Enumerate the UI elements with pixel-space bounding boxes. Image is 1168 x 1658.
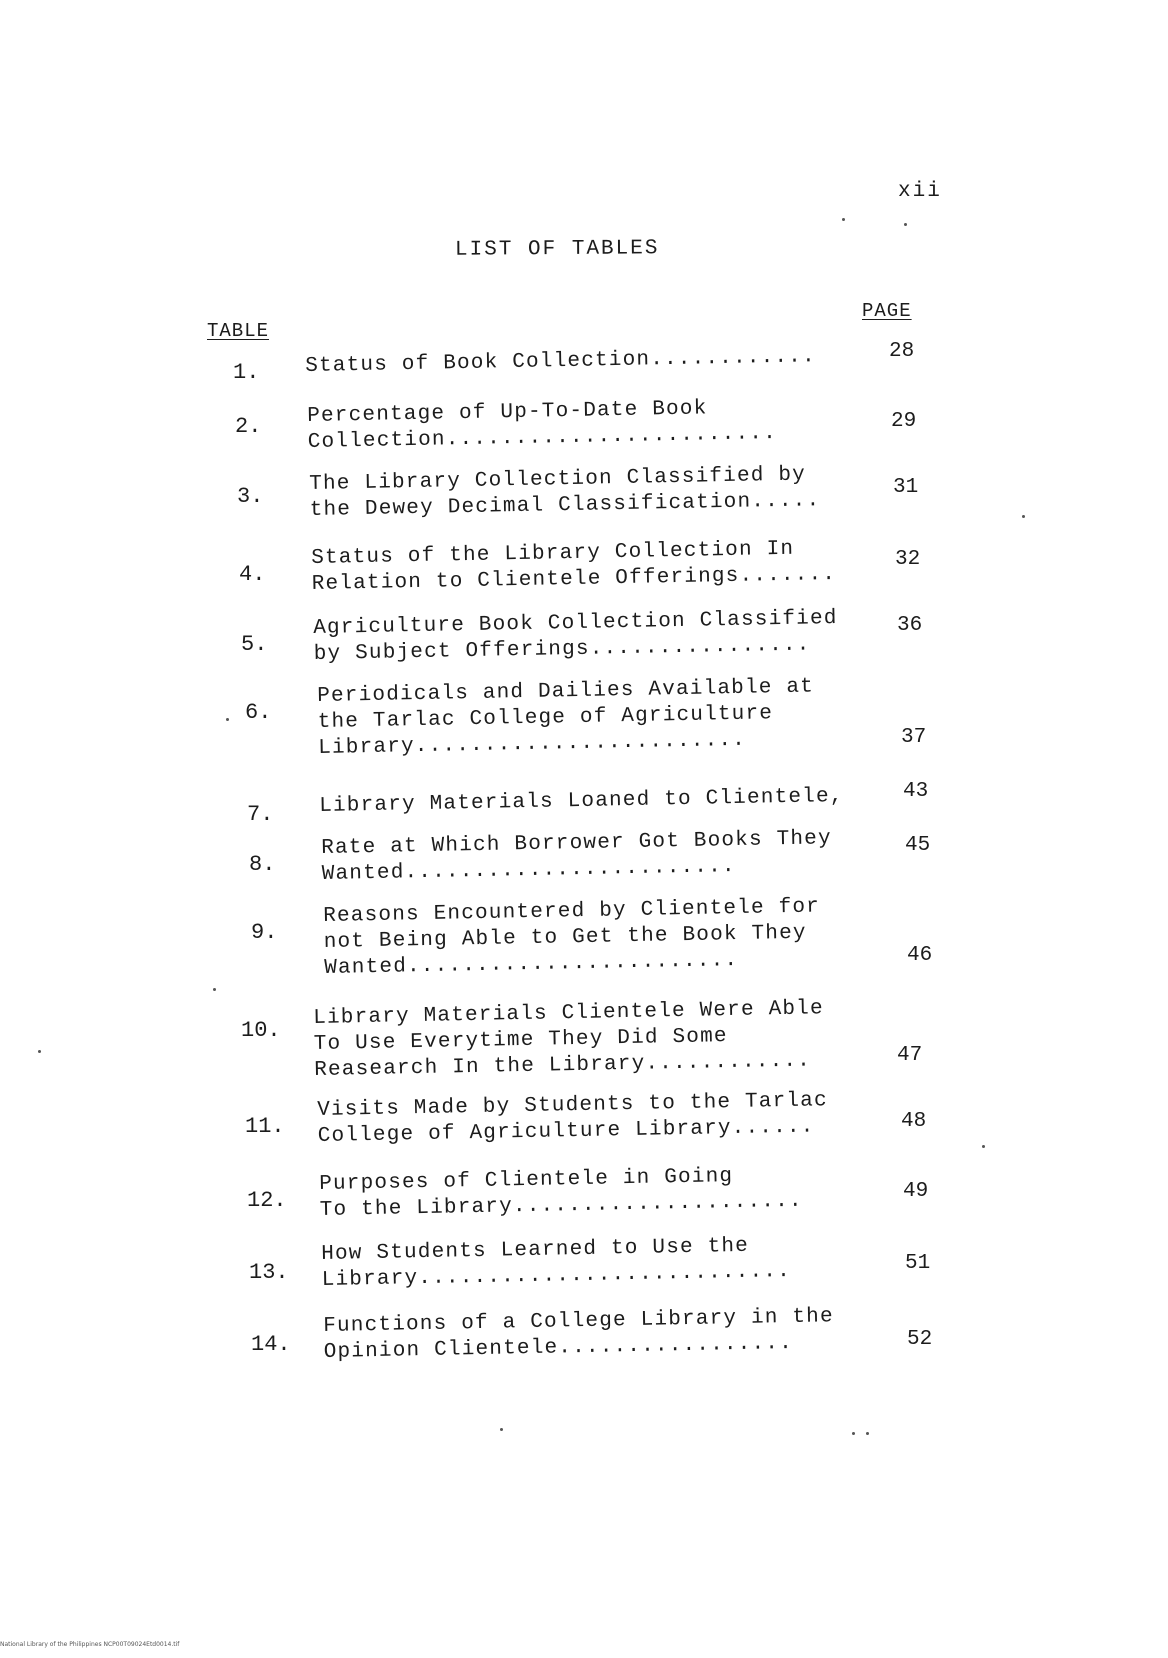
scan-speck <box>842 218 845 221</box>
scan-speck <box>982 1145 985 1148</box>
entry-title: How Students Learned to Use the Library........................... <box>321 1234 792 1292</box>
table-entry-14 <box>251 1305 1001 1412</box>
column-header-page: PAGE <box>862 300 912 322</box>
entry-page: 52 <box>907 1328 933 1351</box>
entry-number: 3. <box>237 484 264 509</box>
entry-page: 32 <box>895 548 921 571</box>
entry-number: 11. <box>245 1114 285 1139</box>
entry-page: 28 <box>889 340 915 363</box>
scan-speck <box>213 988 216 991</box>
entry-title: Status of Book Collection............ <box>305 345 817 378</box>
entry-title: Periodicals and Dailies Available at the Tarlac College of Agriculture Library........................ <box>317 675 815 760</box>
entry-title: Status of the Library Collection In Relation to Clientele Offerings....... <box>311 537 837 596</box>
page-title: LIST OF TABLES <box>454 237 660 262</box>
entry-page: 37 <box>901 726 927 749</box>
scan-speck <box>1022 515 1025 518</box>
entry-number: 12. <box>247 1188 287 1213</box>
entry-number: 13. <box>249 1260 289 1285</box>
page-number: xii <box>898 180 942 203</box>
table-entry-10 <box>241 997 991 1098</box>
entry-number: 4. <box>239 562 266 587</box>
scan-footer: National Library of the Philippines NCP00T09024Etd0014.tif <box>0 1641 180 1648</box>
entry-number: 14. <box>251 1332 291 1357</box>
entry-number: 6. <box>245 700 272 725</box>
entry-page: 29 <box>891 410 917 433</box>
entry-title: Rate at Which Borrower Got Books They Wanted........................ <box>321 827 833 886</box>
entry-page: 36 <box>897 614 923 637</box>
entry-page: 51 <box>905 1252 931 1275</box>
entry-number: 7. <box>247 802 274 827</box>
scan-speck <box>904 223 907 226</box>
table-entry-9 <box>251 895 1001 1000</box>
entry-title: Reasons Encountered by Clientele for not Being Able to Get the Book They Wanted........................ <box>323 895 821 980</box>
entry-page: 45 <box>905 834 931 857</box>
scan-speck <box>500 1428 503 1431</box>
entry-number: 5. <box>241 632 268 657</box>
entry-title: Library Materials Clientele Were Able To Use Everytime They Did Some Reasearch In the Library............ <box>313 997 825 1082</box>
scan-speck <box>866 1432 869 1435</box>
entry-number: 2. <box>235 414 262 439</box>
entry-page: 31 <box>893 476 919 499</box>
entry-number: 1. <box>233 360 260 385</box>
entry-number: 8. <box>249 852 276 877</box>
entry-title: Functions of a College Library in the Opinion Clientele................. <box>323 1305 835 1364</box>
entry-title: Purposes of Clientele in Going To the Library..................... <box>319 1165 803 1222</box>
entry-page: 43 <box>903 780 929 803</box>
scan-speck <box>38 1050 41 1053</box>
entry-page: 47 <box>897 1044 923 1067</box>
entry-number: 9. <box>251 920 278 945</box>
entry-number: 10. <box>241 1018 281 1043</box>
entry-page: 48 <box>901 1110 927 1133</box>
entry-title: Library Materials Loaned to Clientele, <box>319 784 844 818</box>
entry-page: 49 <box>903 1180 929 1203</box>
table-entry-6 <box>245 675 995 780</box>
scan-speck <box>852 1432 855 1435</box>
entry-title: Percentage of Up-To-Date Book Collection........................ <box>307 397 778 454</box>
column-header-table: TABLE <box>207 320 270 342</box>
scan-speck <box>226 718 229 721</box>
entry-title: The Library Collection Classified by the Dewey Decimal Classification..... <box>309 463 821 522</box>
entry-title: Visits Made by Students to the Tarlac College of Agriculture Library...... <box>317 1089 829 1148</box>
entry-page: 46 <box>907 944 933 967</box>
entry-title: Agriculture Book Collection Classified by Subject Offerings................ <box>313 606 838 666</box>
